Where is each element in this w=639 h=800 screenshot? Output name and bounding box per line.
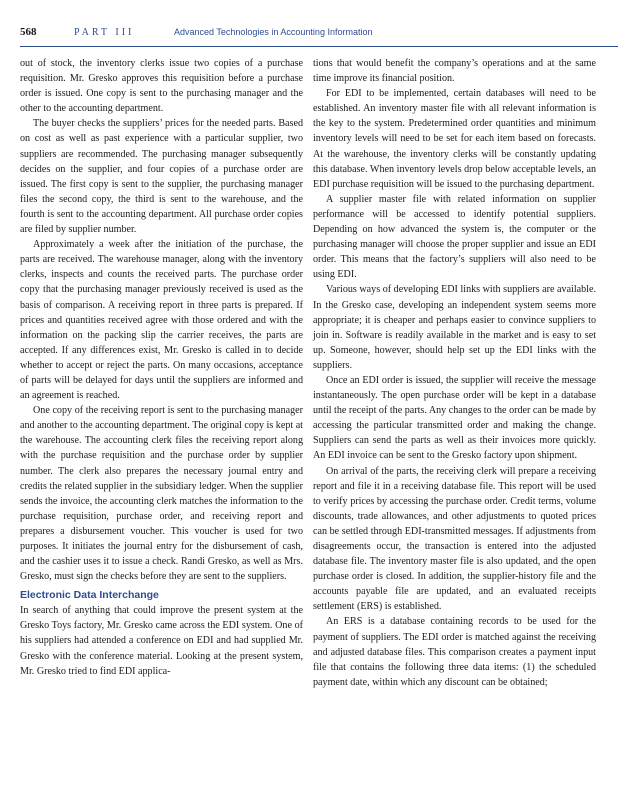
paragraph: Various ways of developing EDI links with suppliers are available. In the Gresko case, developing an independent system seems more appropriate; it is cheaper and perhaps easier to convince suppliers to join in. Software is readily available in the market and is easy to set up. Someone, however, should help set up the EDI links with the suppliers. xyxy=(313,284,596,371)
page-header xyxy=(20,26,618,42)
paragraph: out of stock, the inventory clerks issue two copies of a purchase requisition. Mr. Gresko approves this requisition before a purchase order is issued. One copy is sent to the purchasing manager and the other to the accounting department. xyxy=(20,58,303,115)
paragraph: Approximately a week after the initiation of the purchase, the parts are received. The warehouse manager, along with the inventory clerks, inspects and counts the received parts. The purchase order copy that the purchasing manager previously received is used as the basis of comparison. A receiving report in three parts is prepared. If prices and quantities received agree with those ordered and with the information on the packing slip the carrier receives, the parts are accepted. If any differences exist, Mr. Gresko is called in to decide whether to accept or reject the parts. On many occasions, acceptance of parts will be delayed for days until the suppliers are informed and an agreement is reached. xyxy=(20,239,303,402)
paragraph: An ERS is a database containing records to be used for the payment of suppliers. The EDI order is matched against the receiving and adjusted database files. This comparison creates a payment input file that contains the following three data items: (1) the scheduled payment date, within which any discount can be obtained; xyxy=(313,616,596,688)
part-label: PART III xyxy=(74,27,135,38)
paragraph: One copy of the receiving report is sent to the purchasing manager and another to the accounting department. The original copy is kept at the warehouse. The accounting clerk files the receiving report along with the purchase requisition and the purchase order by supplier number. The clerk also prepares the necessary journal entry and credits the related supplier in the subsidiary ledger. When the supplier sends the invoice, the accounting clerk matches the information to the purchase requisition, purchase order, and receiving report and prepares a disbursement voucher. This voucher is used for two purposes. It initiates the journal entry for the disbursement of cash, and the cashier uses it to issue a check. Randi Gresko, as well as Mrs. Gresko, must sign the checks before they are sent to the suppliers. xyxy=(20,405,303,583)
header-rule xyxy=(20,46,618,47)
running-title: Advanced Technologies in Accounting Information xyxy=(174,27,373,37)
right-column xyxy=(313,56,596,690)
paragraph: On arrival of the parts, the receiving clerk will prepare a receiving report and file it in a receiving database file. This report will be used to verify prices by accessing the purchase order. Credit terms, volume discounts, trade allowances, and other adjustments to quoted prices can be settled through EDI-transmitted messages. If adjustments from disagreements occur, the transaction is entered into the adjusted database file. The inventory master file is also updated, and the open purchase order is closed. In addition, the supplier-history file and the accounts payable file are updated, and an evaluated receipts settlement (ERS) is established. xyxy=(313,465,596,613)
paragraph: The buyer checks the suppliers’ prices for the needed parts. Based on cost as well as past experience with a particular supplier, two suppliers are recommended. The purchasing manager subsequently decides on the supplier, and four copies of a purchase order are issued. The first copy is sent to the supplier, the purchasing manager files the second copy, the third is sent to the warehouse, and the fourth is sent to the accounting department. All purchase order copies are filed by supplier number. xyxy=(20,118,303,236)
paragraph: For EDI to be implemented, certain databases will need to be established. An inventory master file with all relevant information is the key to the system. Predetermined order quantities and minimum inventory levels will need to be set for each item based on forecasts. At the warehouse, the inventory clerks will be constantly updating this database. When inventory levels drop below acceptable levels, an EDI purchase requisition will be issued to the purchasing department. xyxy=(313,88,596,190)
section-heading: Electronic Data Interchange xyxy=(20,589,159,602)
paragraph: tions that would benefit the company’s operations and at the same time improve its financial position. xyxy=(313,58,596,85)
paragraph: Once an EDI order is issued, the supplier will receive the message instantaneously. The open purchase order will be kept in a database until the receipt of the parts. Any changes to the order can be made by accessing the particular transmitted order and making the change. Suppliers can send the parts as well as their invoices more quickly. An EDI invoice can be sent to the Gresko factory upon shipment. xyxy=(313,374,596,462)
page-number: 568 xyxy=(20,26,37,38)
left-column xyxy=(20,56,303,679)
paragraph: A supplier master file with related information on supplier performance will be accessed to identify potential suppliers. Depending on how advanced the system is, the computer or the purchasing manager will choose the proper supplier and issue an EDI order. This means that the factory’s suppliers will also need to be using EDI. xyxy=(313,193,596,281)
paragraph: In search of anything that could improve the present system at the Gresko Toys factory, Mr. Gresko came across the EDI system. One of his suppliers had attended a conference on EDI and had supplied Mr. Gresko with the conference material. Looking at the present system, Mr. Gresko tried to find EDI applica- xyxy=(20,605,303,677)
